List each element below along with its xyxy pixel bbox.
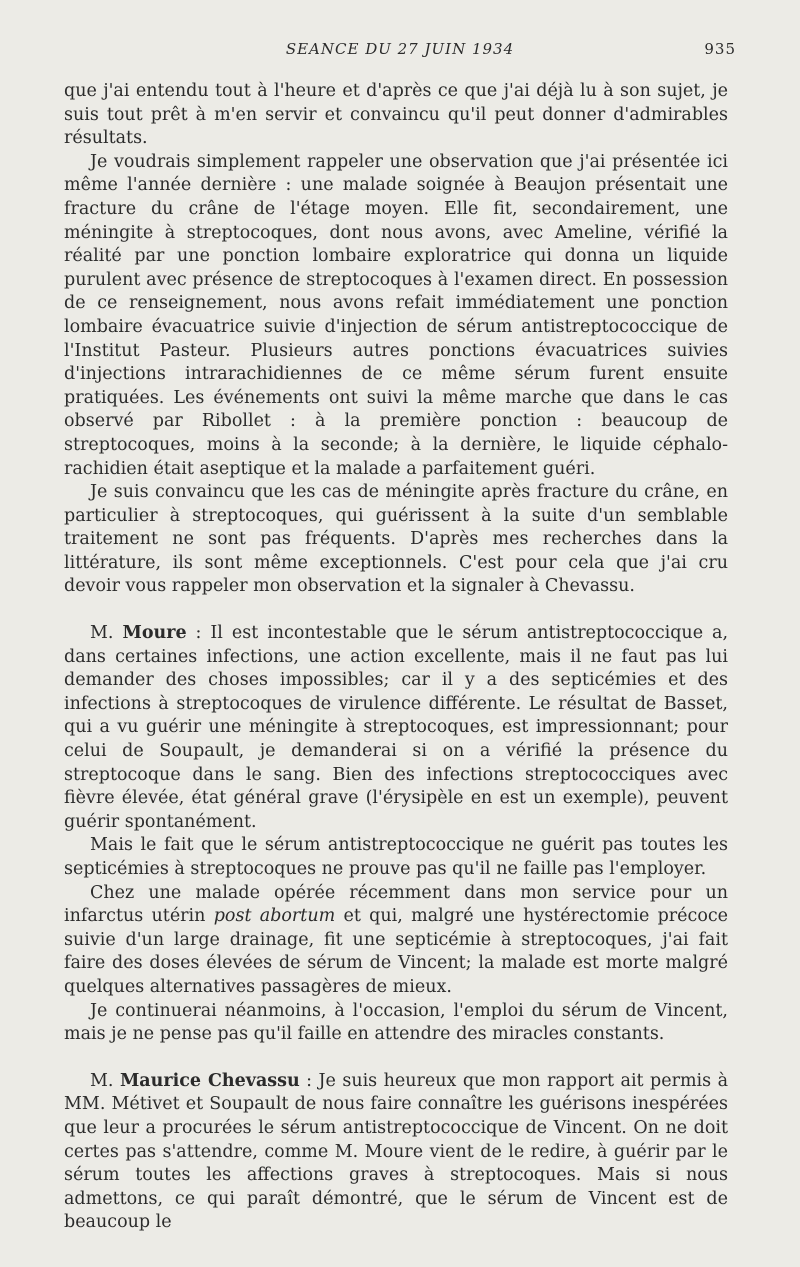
page-number: 935 [704,40,736,58]
body-text [64,80,728,1235]
paragraph: que j'ai entendu tout à l'heure et d'après ce que j'ai déjà lu à son sujet, je suis tout prêt à m'en servir et convaincu qu'il peut donner d'admirables résultats. [64,81,728,149]
paragraph: Je continuerai néanmoins, à l'occasion, l'emploi du sérum de Vincent, mais je ne pense pas qu'il faille en attendre des miracles constants. [64,1000,728,1045]
paragraph: Je voudrais simplement rappeler une observation que j'ai présentée ici même l'année dernière : une malade soignée à Beaujon présentait une fracture du crâne de l'étage moyen. Elle fit, secondairement, une méningite à streptocoques, dont nous avons, avec Ameline, vérifié la réalité par une ponction lombaire exploratrice qui donna un liquide purulent avec présence de streptocoques à l'examen direct. En possession de ce renseignement, nous avons refait immédiatement une ponction lombaire évacuatrice suivie d'injection de sérum antistreptococcique de l'Institut Pasteur. Plusieurs autres ponctions évacuatrices suivies d'injections intrarachidiennes de ce même sérum furent ensuite pratiquées. Les événements ont suivi la même marche que dans le cas observé par Ribollet : à la première ponction : beaucoup de streptocoques, moins à la seconde; à la dernière, le liquide céphalo-rachidien était aseptique et la malade a parfaitement guéri. [64,151,728,479]
paragraph: Mais le fait que le sérum antistreptococcique ne guérit pas toutes les septicémies à streptocoques ne prouve pas qu'il ne faille pas l'employer. [64,835,728,879]
running-header [64,40,736,64]
paragraph: Chez une malade opérée récemment dans mon service pour un infarctus utérin post abortum et qui, malgré une hystérectomie précoce suivie d'un large drainage, fit une septicémie à streptocoques, j'ai fait faire des doses élevées de sérum de Vincent; la malade est morte malgré quelques alternatives passagères de mieux. [64,882,729,997]
running-title: SEANCE DU 27 JUIN 1934 [285,40,515,58]
speaker-paragraph: M. Maurice Chevassu : Je suis heureux que mon rapport ait permis à MM. Métivet et Soupault de nous faire connaître les guérisons inespérées que leur a procurées le sérum antistreptococcique de Vincent. On ne doit certes pas s'attendre, comme M. Moure vient de le redire, à guérir par le sérum toutes les affections graves à streptocoques. Mais si nous admettons, ce qui paraît démontré, que le sérum de Vincent est de beaucoup le [64,1070,729,1233]
italic-term: post abortum [213,906,336,927]
paragraph: Je suis convaincu que les cas de méningite après fracture du crâne, en particulier à streptocoques, qui guérissent à la suite d'un semblable traitement ne sont pas fréquents. D'après mes recherches dans la littérature, ils sont même exceptionnels. C'est pour cela que j'ai cru devoir vous rappeler mon observation et la signaler à Chevassu. [64,482,728,597]
speaker-paragraph: M. Moure : Il est incontestable que le sérum antistreptococcique a, dans certaines infections, une action excellente, mais il ne faut pas lui demander des choses impossibles; car il y a des septicémies et des infections à streptocoques de virulence différente. Le résultat de Basset, qui a vu guérir une méningite à streptocoques, est impressionnant; pour celui de Soupault, je demanderai si on a vérifié la présence du streptocoque dans le sang. Bien des infections streptococciques avec fièvre élevée, état général grave (l'érysipèle en est un exemple), peuvent guérir spontanément. [64,623,729,832]
speaker-name: Moure [122,623,187,644]
speaker-name: Maurice Chevassu [119,1070,300,1091]
